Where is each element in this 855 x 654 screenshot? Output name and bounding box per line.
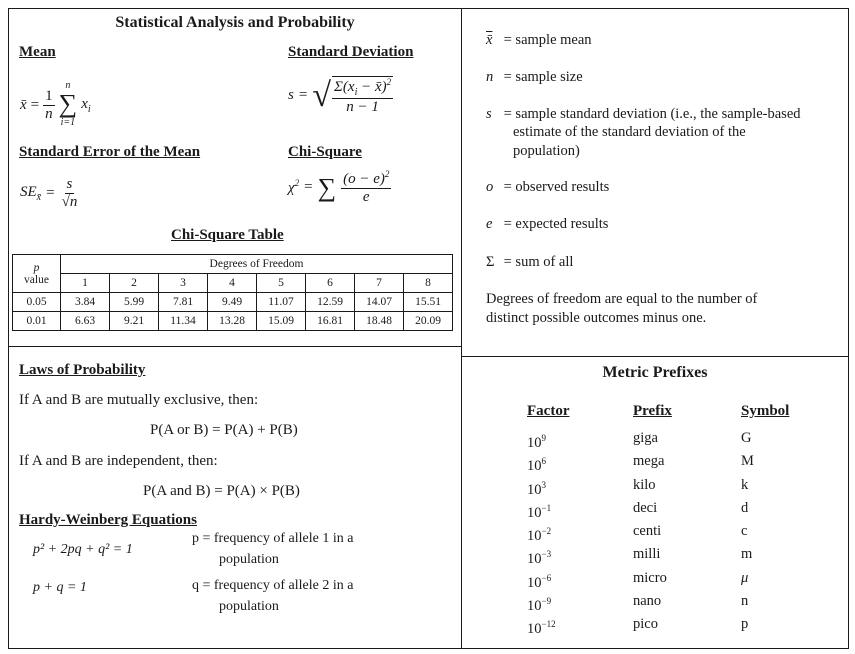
- dof-col-8: 8: [404, 274, 453, 293]
- dof-note-line2: distinct possible outcomes minus one.: [486, 310, 707, 326]
- symbol-cell: M: [741, 453, 754, 470]
- def-std-dev: s = sample standard deviation (i.e., the sample-based: [486, 106, 801, 122]
- prefix-cell: nano: [633, 593, 662, 610]
- factor-cell: $10^9$: [527, 433, 546, 451]
- metric-prefixes-title: Metric Prefixes: [602, 364, 708, 381]
- hw-equation-2: p + q = 1: [33, 580, 87, 595]
- symbol-cell: μ: [741, 569, 749, 586]
- chi-square-formula: [288, 170, 391, 205]
- table-cell: 3.84: [61, 293, 110, 312]
- chi-eq: =: [304, 179, 313, 195]
- sem-heading: Standard Error of the Mean: [19, 144, 201, 160]
- std-dev-den: n − 1: [346, 99, 379, 115]
- mean-fraction: [43, 88, 55, 122]
- factor-header: Factor: [527, 403, 570, 419]
- mean-formula: [20, 82, 91, 128]
- sem-den: √n: [61, 193, 78, 210]
- table-cell: 9.49: [208, 293, 257, 312]
- mean-heading: Mean: [19, 44, 56, 60]
- table-row: [13, 293, 453, 312]
- prefix-column: [633, 427, 667, 637]
- factor-cell: $10^{-6}$: [527, 572, 552, 591]
- p-value-cell: 0.05: [13, 293, 61, 312]
- symbol-cell: G: [741, 430, 752, 446]
- hw-p-definition-cont: population: [219, 552, 279, 567]
- symbol-cell: k: [741, 476, 749, 493]
- chi-num: $(o - e)^2$: [343, 169, 390, 187]
- mean-lhs: x̄: [20, 96, 27, 113]
- chi-den: e: [362, 188, 370, 205]
- exclusive-text: If A and B are mutually exclusive, then:: [19, 392, 259, 408]
- mean-frac-num: 1: [45, 88, 53, 104]
- chi-table-title: Chi-Square Table: [171, 227, 284, 243]
- def-sum: Σ = sum of all: [486, 254, 574, 270]
- symbol-cell: m: [741, 546, 753, 563]
- mean-sum-top: n: [65, 80, 71, 91]
- std-dev-lhs: s: [288, 87, 294, 104]
- hw-q-definition: q = frequency of allele 2 in a: [192, 578, 354, 593]
- prefix-cell: micro: [633, 569, 667, 586]
- hardy-weinberg-heading: Hardy-Weinberg Equations: [19, 512, 197, 528]
- std-dev-eq: =: [298, 87, 308, 104]
- def-sample-size: n = sample size: [486, 69, 583, 85]
- factor-column: [527, 427, 556, 637]
- sem-eq: =: [46, 184, 55, 201]
- def-std-dev-cont1: estimate of the standard deviation of the: [513, 124, 746, 140]
- def-expected: e = expected results: [486, 216, 609, 232]
- independent-text: If A and B are independent, then:: [19, 453, 218, 469]
- prefix-cell: mega: [633, 453, 665, 470]
- factor-cell: $10^{-9}$: [527, 596, 552, 614]
- chi-sigma-icon: ∑: [317, 172, 337, 202]
- independent-formula: P(A and B) = P(A) × P(B): [143, 483, 300, 499]
- std-dev-fraction: [332, 76, 393, 116]
- sem-lhs: $SE_{x̄}$: [20, 183, 42, 203]
- def-sample-mean: x̄ = sample mean: [486, 32, 592, 48]
- p-value-header: p value: [13, 255, 61, 293]
- def-std-dev-cont2: population): [513, 143, 580, 159]
- dof-col-4: 4: [208, 274, 257, 293]
- table-cell: 9.21: [110, 312, 159, 331]
- symbol-cell: d: [741, 499, 749, 516]
- factor-cell: $10^{-1}$: [527, 502, 552, 521]
- table-cell: 16.81: [306, 312, 355, 331]
- symbol-cell: n: [741, 593, 749, 610]
- mean-term: $x_i$: [81, 95, 91, 115]
- chi-square-table: [12, 254, 453, 331]
- dof-col-6: 6: [306, 274, 355, 293]
- table-cell: 13.28: [208, 312, 257, 331]
- hw-equation-1: p² + 2pq + q² = 1: [33, 542, 133, 557]
- table-row: [13, 312, 453, 331]
- prefix-cell: kilo: [633, 476, 656, 493]
- exclusive-formula: P(A or B) = P(A) + P(B): [150, 422, 298, 438]
- hw-q-definition-cont: population: [219, 599, 279, 614]
- table-cell: 5.99: [110, 293, 159, 312]
- mean-sum-bottom: i=1: [60, 117, 76, 128]
- dof-col-3: 3: [159, 274, 208, 293]
- prefix-cell: deci: [633, 499, 658, 516]
- table-cell: 18.48: [355, 312, 404, 331]
- left-section-divider: [8, 346, 462, 347]
- chi-fraction: [341, 170, 391, 205]
- table-cell: 14.07: [355, 293, 404, 312]
- dof-col-5: 5: [257, 274, 306, 293]
- prefix-cell: milli: [633, 546, 661, 563]
- prefix-cell: pico: [633, 616, 658, 633]
- prefix-header: Prefix: [633, 403, 672, 419]
- frame-top-border: [8, 8, 849, 9]
- symbol-header: Symbol: [741, 403, 790, 419]
- p-value-cell: 0.01: [13, 312, 61, 331]
- factor-cell: $10^{-3}$: [527, 549, 552, 568]
- prefix-cell: giga: [633, 430, 658, 446]
- mean-frac-den: n: [45, 105, 53, 122]
- dof-header: Degrees of Freedom: [61, 255, 453, 274]
- dof-col-1: 1: [61, 274, 110, 293]
- right-section-divider: [461, 356, 849, 357]
- sem-num: s: [66, 176, 73, 192]
- section-title: Statistical Analysis and Probability: [115, 14, 355, 31]
- dof-col-2: 2: [110, 274, 159, 293]
- symbol-column: [741, 427, 754, 637]
- table-cell: 15.51: [404, 293, 453, 312]
- std-dev-formula: [288, 76, 393, 116]
- std-dev-heading: Standard Deviation: [288, 44, 414, 60]
- chi-lhs: $\chi^2$: [288, 178, 300, 196]
- symbol-cell: p: [741, 616, 749, 633]
- dof-note-line1: Degrees of freedom are equal to the number of: [486, 291, 758, 307]
- std-dev-num: $\Sigma(x_i$ − x̄)$^2$: [333, 77, 392, 98]
- table-cell: 11.07: [257, 293, 306, 312]
- frame-left-border: [8, 8, 9, 649]
- frame-center-divider: [461, 8, 462, 649]
- table-cell: 7.81: [159, 293, 208, 312]
- sqrt-icon: √: [312, 76, 331, 114]
- hw-p-definition: p = frequency of allele 1 in a: [192, 531, 354, 546]
- factor-cell: $10^3$: [527, 479, 546, 498]
- mean-eq: =: [30, 96, 40, 113]
- frame-right-border: [848, 8, 849, 649]
- frame-bottom-border: [8, 648, 849, 649]
- dof-col-7: 7: [355, 274, 404, 293]
- sem-fraction: [60, 176, 80, 210]
- chi-square-heading: Chi-Square: [288, 144, 362, 160]
- table-cell: 15.09: [257, 312, 306, 331]
- factor-cell: $10^{-12}$: [527, 619, 556, 638]
- symbol-cell: c: [741, 523, 748, 540]
- factor-cell: $10^{-2}$: [527, 526, 552, 545]
- table-cell: 20.09: [404, 312, 453, 331]
- def-observed: o = observed results: [486, 179, 610, 195]
- mean-sigma-icon: ∑: [58, 89, 78, 118]
- factor-cell: $10^6$: [527, 456, 546, 475]
- table-cell: 6.63: [61, 312, 110, 331]
- mean-summation: [59, 80, 78, 128]
- sem-formula: [20, 176, 79, 210]
- table-cell: 11.34: [159, 312, 208, 331]
- table-cell: 12.59: [306, 293, 355, 312]
- probability-heading: Laws of Probability: [19, 362, 146, 378]
- prefix-cell: centi: [633, 523, 662, 540]
